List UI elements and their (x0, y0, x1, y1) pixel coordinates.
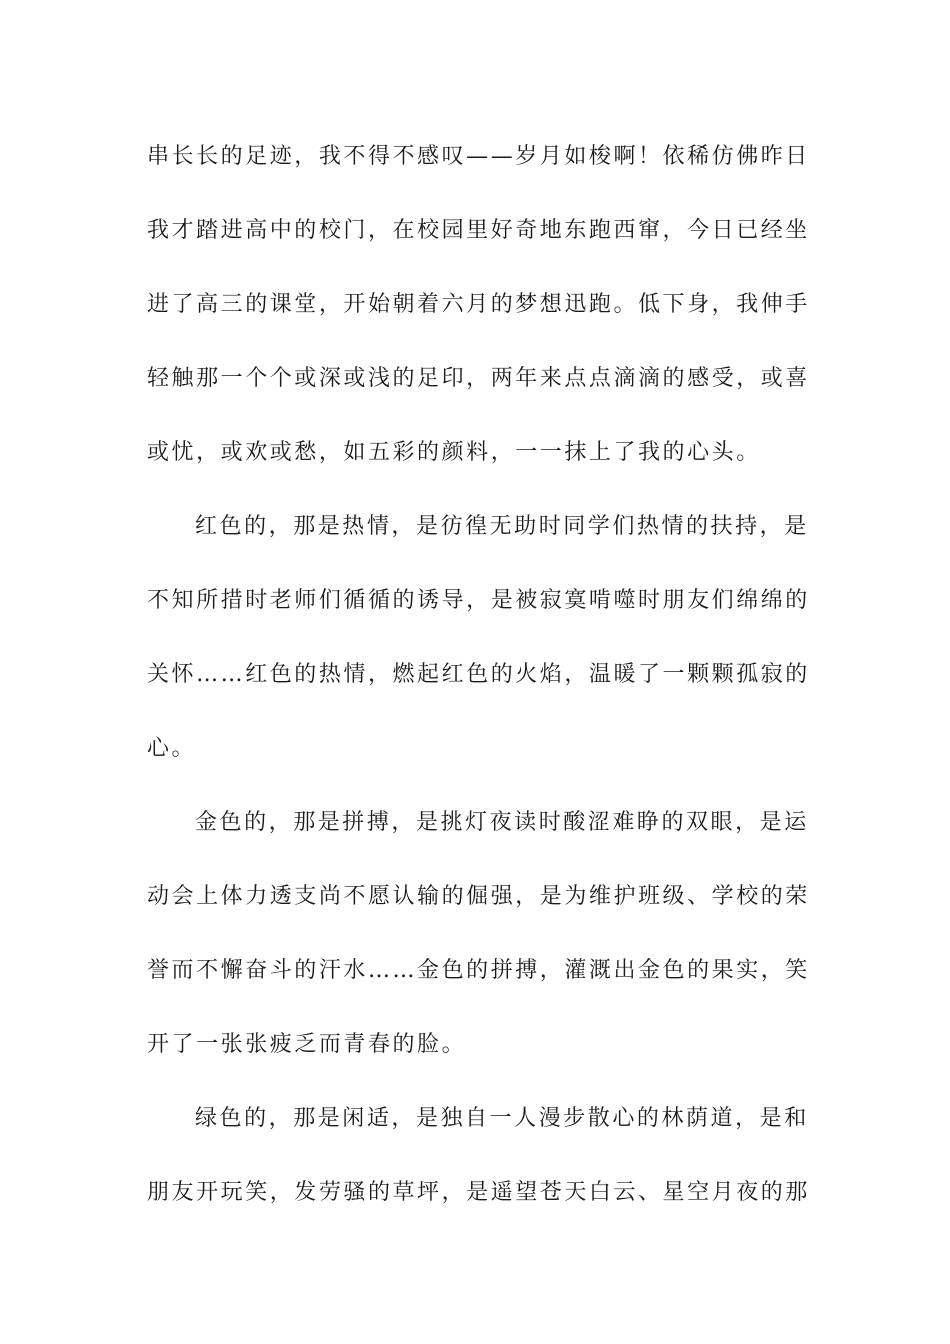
paragraph (147, 796, 810, 1092)
text-line: 开了一张张疲乏而青春的脸。 (147, 1032, 467, 1057)
text-line: 红色的，那是热情，是彷徨无助时同学们热情的扶持，是 (195, 514, 809, 539)
text-line: 不知所措时老师们循循的诱导，是被寂寞啃噬时朋友们绵绵的 (147, 588, 810, 613)
text-line: 心。 (147, 736, 197, 761)
text-line: 轻触那一个个或深或浅的足印，两年来点点滴滴的感受，或喜 (147, 366, 810, 391)
paragraph (147, 130, 810, 500)
text-line: 朋友开玩笑，发劳骚的草坪，是遥望苍天白云、星空月夜的那 (147, 1180, 810, 1205)
text-line: 金色的，那是拼搏，是挑灯夜读时酸涩难睁的双眼，是运 (195, 810, 809, 835)
text-line: 绿色的，那是闲适，是独自一人漫步散心的林荫道，是和 (195, 1106, 809, 1131)
document-body (147, 130, 810, 1240)
text-line: 进了高三的课堂，开始朝着六月的梦想迅跑。低下身，我伸手 (147, 292, 810, 317)
text-line: 关怀……红色的热情，燃起红色的火焰，温暖了一颗颗孤寂的 (147, 662, 810, 687)
text-line: 誉而不懈奋斗的汗水……金色的拼搏，灌溉出金色的果实，笑 (147, 958, 810, 983)
text-line: 我才踏进高中的校门，在校园里好奇地东跑西窜，今日已经坐 (147, 218, 810, 243)
paragraph (147, 1092, 810, 1240)
text-line: 串长长的足迹，我不得不感叹——岁月如梭啊！依稀仿佛昨日 (147, 144, 810, 169)
text-line: 或忧，或欢或愁，如五彩的颜料，一一抹上了我的心头。 (147, 440, 761, 465)
paragraph (147, 500, 810, 796)
text-line: 动会上体力透支尚不愿认输的倔强，是为维护班级、学校的荣 (147, 884, 810, 909)
